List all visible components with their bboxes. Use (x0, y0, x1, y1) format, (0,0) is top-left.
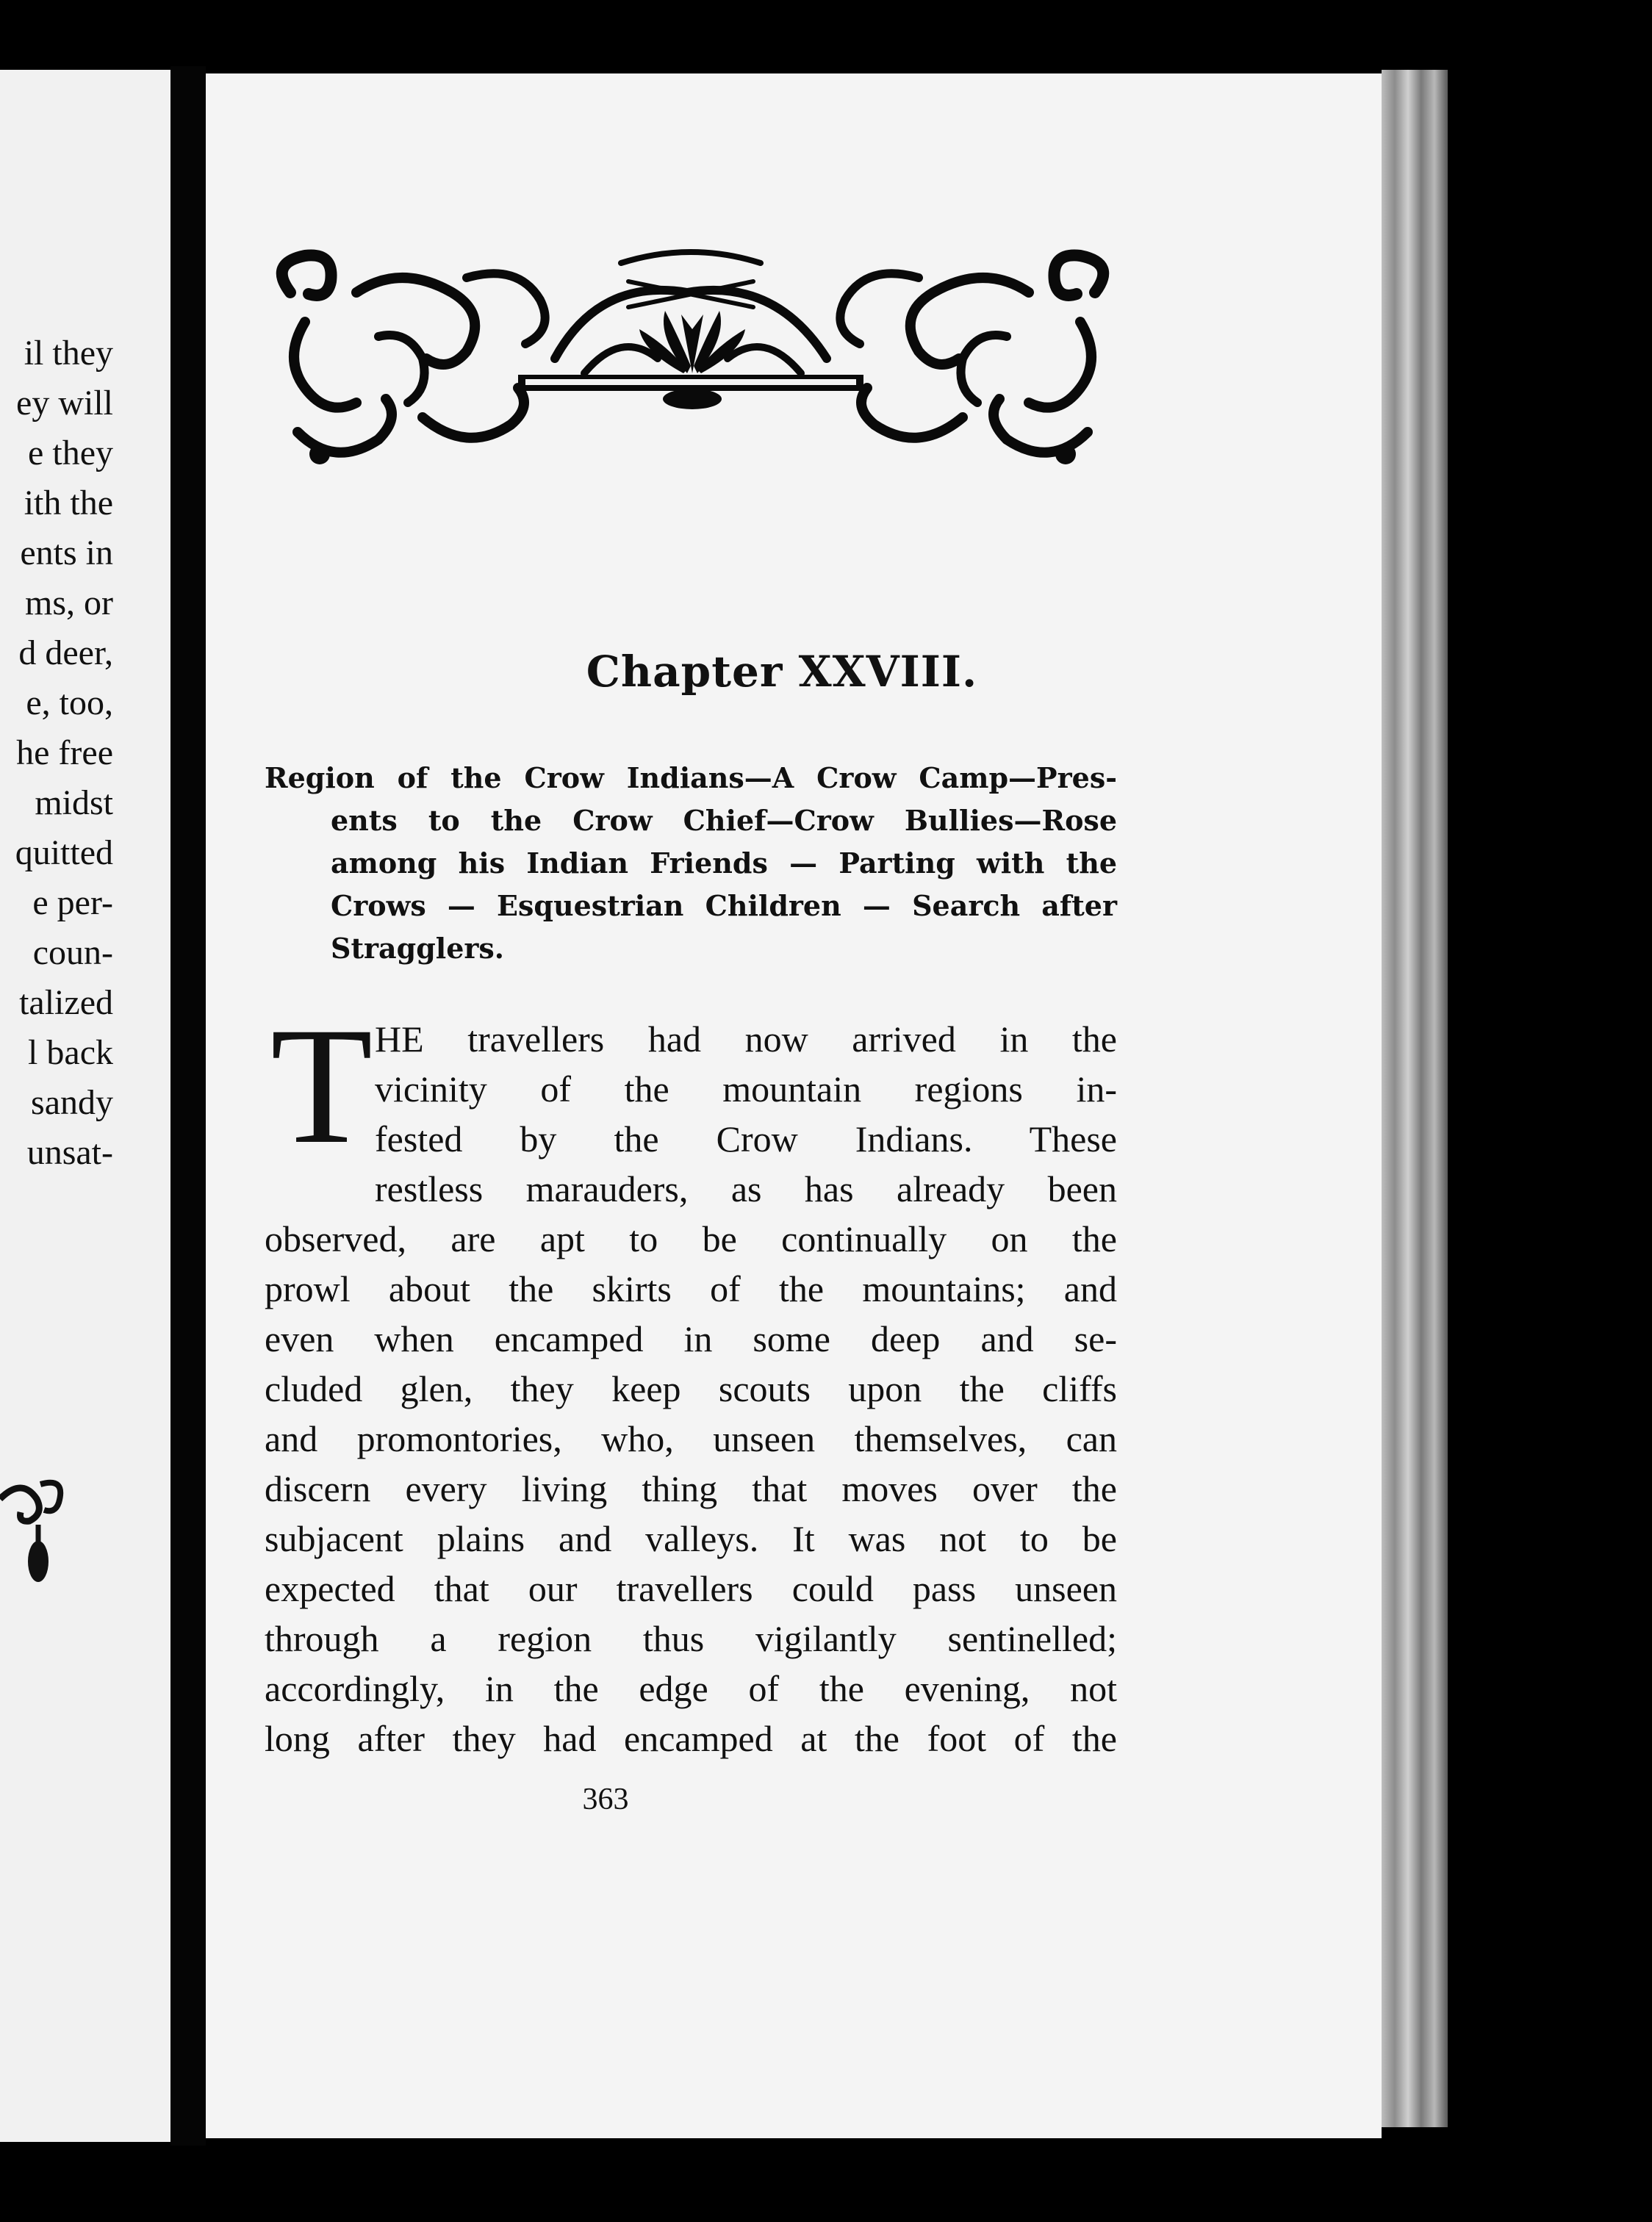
left-text-line: ms, or (25, 583, 113, 622)
left-text-line: sandy (31, 1083, 113, 1122)
left-text-line: e per- (32, 883, 113, 922)
body-line: through a region thus vigilantly sentinelled; (265, 1618, 1117, 1659)
body-line: cluded glen, they keep scouts upon the cliffs (265, 1368, 1117, 1409)
left-text-line: coun- (32, 933, 113, 972)
body-line: vicinity of the mountain regions in- (375, 1068, 1117, 1110)
page-number: 363 (582, 1783, 629, 1816)
synopsis-line: among his Indian Friends — Parting with the (331, 846, 1117, 880)
body-line: HE travellers had now arrived in the (375, 1018, 1117, 1060)
body-line: restless marauders, as has already been (375, 1168, 1117, 1209)
page-stack-edge (1382, 70, 1448, 2127)
body-line: fested by the Crow Indians. These (375, 1118, 1117, 1159)
body-line: subjacent plains and valleys. It was not to be (265, 1518, 1117, 1559)
left-text-line: e they (28, 434, 113, 472)
drop-cap-letter: T (270, 993, 373, 1179)
synopsis-line: Crows — Esquestrian Children — Search after (331, 889, 1117, 922)
body-line: expected that our travellers could pass unseen (265, 1568, 1117, 1609)
left-text-line: il they (24, 334, 113, 373)
synopsis-line: Stragglers. (331, 932, 505, 965)
left-text-line: he free (16, 733, 113, 772)
body-paragraph (265, 993, 1117, 1763)
book-gutter (170, 66, 206, 2146)
body-line: accordingly, in the edge of the evening, not (265, 1668, 1117, 1709)
body-line: observed, are apt to be continually on the (265, 1218, 1117, 1259)
left-text-line: ents in (20, 533, 113, 572)
left-text-line: d deer, (18, 633, 113, 672)
body-line: discern every living thing that moves over the (265, 1468, 1117, 1509)
floral-scroll-headpiece-icon (276, 248, 1110, 469)
left-page-fragment (0, 70, 170, 2142)
left-text-line: ith the (24, 483, 113, 522)
left-text-line: talized (19, 983, 113, 1022)
left-text-line: quitted (15, 833, 113, 872)
body-line: long after they had encamped at the foot of the (265, 1718, 1117, 1759)
left-text-line: ey will (16, 384, 113, 423)
left-text-line: midst (35, 783, 113, 822)
scroll-ornament-icon (0, 1470, 81, 1587)
left-text-line: e, too, (26, 683, 113, 722)
left-text-line: unsat- (26, 1133, 113, 1172)
chapter-heading: Chapter XXVIII. (586, 647, 978, 697)
body-line: even when encamped in some deep and se- (265, 1318, 1117, 1359)
body-line: and promontories, who, unseen themselves, can (265, 1418, 1117, 1459)
left-text-line: l back (28, 1033, 113, 1072)
chapter-synopsis (265, 757, 1117, 970)
body-line: prowl about the skirts of the mountains; and (265, 1268, 1117, 1309)
synopsis-line: Region of the Crow Indians—A Crow Camp—Pres- (265, 761, 1117, 794)
synopsis-line: ents to the Crow Chief—Crow Bullies—Rose (331, 804, 1117, 837)
